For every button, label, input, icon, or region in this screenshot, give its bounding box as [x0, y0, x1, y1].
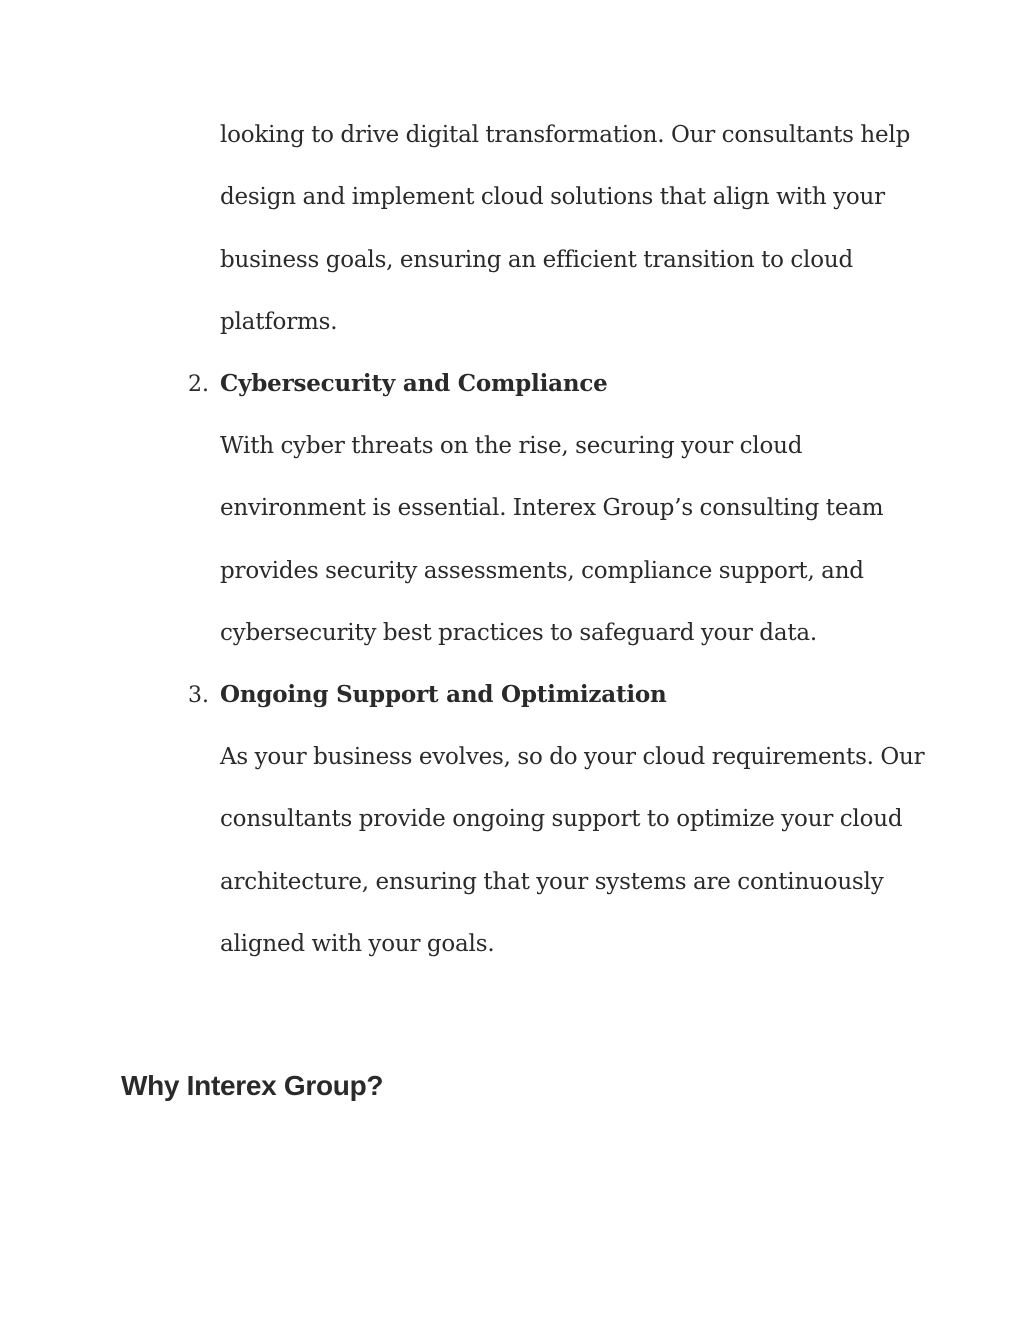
list-item-title: Ongoing Support and Optimization	[220, 681, 667, 708]
description-line: consultants provide ongoing support to optimize your cloud	[220, 806, 903, 833]
list-item-number: 3.	[188, 683, 209, 708]
description-line: cybersecurity best practices to safeguard your data.	[220, 619, 817, 646]
item-2-description	[220, 415, 920, 664]
item-1-description	[220, 104, 920, 353]
list-item-number: 2.	[188, 372, 209, 397]
description-line: business goals, ensuring an efficient transition to cloud	[220, 246, 853, 273]
description-line: platforms.	[220, 308, 338, 335]
description-line: With cyber threats on the rise, securing your cloud	[220, 433, 803, 459]
item-3-description	[220, 726, 925, 975]
description-line: architecture, ensuring that your systems are continuously	[220, 868, 884, 895]
section-heading: Why Interex Group?	[121, 1070, 384, 1101]
description-line: provides security assessments, compliance support, and	[220, 557, 864, 584]
description-line: looking to drive digital transformation. Our consultants help	[220, 122, 911, 148]
description-line: design and implement cloud solutions that align with your	[220, 184, 885, 211]
description-line: environment is essential. Interex Group’s consulting team	[220, 495, 884, 522]
list-item-title: Cybersecurity and Compliance	[220, 370, 608, 397]
description-line: aligned with your goals.	[220, 930, 495, 957]
description-line: As your business evolves, so do your cloud requirements. Our	[220, 744, 925, 770]
